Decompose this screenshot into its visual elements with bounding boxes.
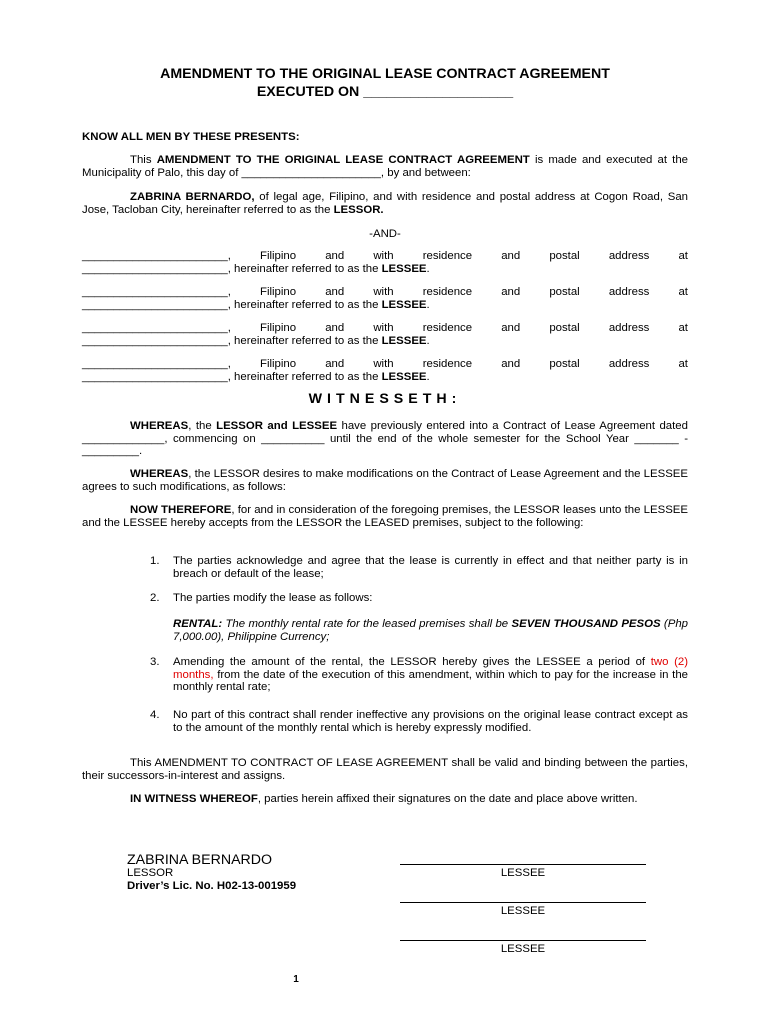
item-2-number: 2. (150, 592, 160, 604)
lessor-name: ZABRINA BERNARDO, (130, 191, 255, 203)
lessee-entry-word: with (373, 286, 394, 298)
lessee-role: LESSEE (381, 334, 427, 347)
lessee-signature-label-3: LESSEE (500, 943, 546, 955)
lessee-entry-word: and (325, 250, 345, 262)
lessee-entry-end: . (426, 298, 430, 311)
lessee-entry-word: address (608, 358, 650, 370)
whereas-text: , the LESSOR desires to make modifications on the Contract of Lease Agreement and the LESSEE agrees to such modifications, as follows: (82, 468, 688, 493)
whereas-text-rest: have previously entered into a Contract of Lease Agreement dated _____________, commencing on __________ until the end of the whole semester for the School Year _______ - _________. (82, 420, 688, 458)
lessee-referred-text: , hereinafter referred to as the (227, 262, 382, 275)
lessee-address-blank: _______________________ (82, 298, 228, 311)
whereas-bold: WHEREAS (130, 468, 189, 480)
lessee-entry (82, 322, 688, 347)
parties-bold: LESSOR and LESSEE (216, 420, 338, 432)
lessee-referred-text: , hereinafter referred to as the (227, 334, 382, 347)
lessor-role: LESSOR. (333, 203, 384, 216)
lessee-entry-line-2 (82, 263, 688, 276)
lessee-entry-word: postal (549, 250, 580, 262)
lessee-entry-word: Filipino (259, 358, 297, 370)
lessee-entry-word: with (373, 250, 394, 262)
item-3-post: from the date of the execution of this amendment, within which to pay for the increase in the monthly rental rate; (173, 668, 688, 694)
lessee-address-blank: _______________________ (82, 370, 228, 383)
lessee-role: LESSEE (381, 370, 427, 383)
opening-text-pre: This (130, 154, 157, 166)
whereas-paragraph-1 (82, 420, 688, 458)
now-therefore-text: , for and in consideration of the foregoing premises, the LESSOR leases unto the LESSEE and the LESSEE hereby accepts from the LESSOR the LEASED premises, subject to the following: (82, 504, 688, 529)
lessee-entry-word: and (501, 286, 521, 298)
lessee-signature-line-3 (400, 940, 646, 941)
lessee-entry-word: at (678, 286, 688, 298)
lessee-referred-text: , hereinafter referred to as the (227, 298, 382, 311)
rental-label: RENTAL: (173, 618, 223, 630)
lessee-entry-word: postal (549, 358, 580, 370)
lessee-entry (82, 286, 688, 311)
lessee-entry-word: address (608, 286, 650, 298)
rental-rest: (Php 7,000.00), Philippine Currency; (173, 618, 688, 643)
document-title-line2: EXECUTED ON ___________________ (256, 84, 514, 100)
lessee-entry-word: with (373, 358, 394, 370)
item-4-number: 4. (150, 709, 160, 721)
lessee-entry-word: at (678, 250, 688, 262)
lessee-entry (82, 358, 688, 383)
lessee-entry-word: address (608, 250, 650, 262)
lessee-entry-word: residence (422, 286, 473, 298)
lessee-entry-word: residence (422, 250, 473, 262)
validity-paragraph: This AMENDMENT TO CONTRACT OF LEASE AGREEMENT shall be valid and binding between the parties, their successors-in-interest and assigns. (82, 757, 688, 782)
lessee-signature-line-1 (400, 864, 646, 865)
document-title-line1: AMENDMENT TO THE ORIGINAL LEASE CONTRACT AGREEMENT (160, 66, 610, 82)
now-therefore-paragraph (82, 504, 688, 529)
item-3-highlight: two (2) months, (173, 656, 689, 681)
lessee-entry-word: at (678, 358, 688, 370)
lessee-name-blank: _______________________, (82, 358, 231, 370)
lessee-entry-word: postal (549, 286, 580, 298)
lessee-entry-word: and (501, 358, 521, 370)
lessee-entry-end: . (426, 334, 430, 347)
lessee-referred-text: , hereinafter referred to as the (227, 370, 382, 383)
lessee-entry-word: address (608, 322, 650, 334)
lessee-entry-word: and (501, 322, 521, 334)
item-1-text: The parties acknowledge and agree that the lease is currently in effect and that neither party is in breach or default of the lease; (173, 555, 688, 580)
item-4-text: No part of this contract shall render ineffective any provisions on the original lease contract except as to the amount of the monthly rental which is hereby expressly modified. (173, 709, 688, 734)
lessor-license: Driver’s Lic. No. H02-13-001959 (127, 880, 297, 892)
lessee-entry-word: with (373, 322, 394, 334)
whereas-text: , the (188, 420, 217, 432)
lessee-entry-word: Filipino (259, 250, 297, 262)
whereas-paragraph-2 (82, 468, 688, 493)
lessee-name-blank: _______________________, (82, 322, 231, 334)
lessee-entry-word: and (325, 286, 345, 298)
lessee-entry-word: at (678, 322, 688, 334)
lessee-signature-label-1: LESSEE (500, 867, 546, 879)
item-2-text: The parties modify the lease as follows: (173, 592, 373, 604)
lessee-entry-line-1 (82, 358, 688, 371)
lessee-entry-end: . (426, 262, 430, 275)
item-1-number: 1. (150, 555, 160, 567)
lessee-entry-word: and (325, 358, 345, 370)
witnesseth-heading: WITNESSETH: (308, 391, 462, 407)
lessee-name-blank: _______________________, (82, 250, 231, 262)
lessee-name-blank: _______________________, (82, 286, 231, 298)
lessee-entry-word: residence (422, 358, 473, 370)
lessor-details: of legal age, Filipino, and with residence and postal address at Cogon Road, San Jose, Tacloban City, hereinafter referred to as the (82, 191, 688, 216)
opening-text-post: is made and executed at the Municipality of Palo, this day of ______________________, by and between: (82, 154, 689, 179)
lessee-role: LESSEE (381, 262, 427, 275)
now-therefore-bold: NOW THEREFORE (130, 504, 232, 516)
lessee-entry-end: . (426, 370, 430, 383)
lessee-address-blank: _______________________ (82, 334, 228, 347)
lessee-entry-line-2 (82, 335, 688, 348)
in-witness-paragraph (82, 793, 688, 806)
lessee-role: LESSEE (381, 298, 427, 311)
item-3-pre: Amending the amount of the rental, the LESSOR hereby gives the LESSEE a period of (173, 656, 651, 668)
lessor-paragraph (82, 191, 688, 216)
lessee-entry (82, 250, 688, 275)
lessee-signature-label-2: LESSEE (500, 905, 546, 917)
in-witness-bold: IN WITNESS WHEREOF (130, 793, 258, 805)
rental-text: The monthly rental rate for the leased premises shall be (222, 618, 512, 630)
page-number: 1 (293, 974, 299, 985)
lessee-address-blank: _______________________ (82, 262, 228, 275)
lessee-entry-line-2 (82, 371, 688, 384)
lessee-entry-line-2 (82, 299, 688, 312)
lessee-entry-line-1 (82, 322, 688, 335)
item-3-text (173, 656, 688, 694)
lessee-entry-line-1 (82, 250, 688, 263)
lessee-entry-word: residence (422, 322, 473, 334)
rental-amount: SEVEN THOUSAND PESOS (511, 618, 661, 630)
lessee-entry-word: postal (549, 322, 580, 334)
rental-clause (173, 618, 688, 643)
preamble: KNOW ALL MEN BY THESE PRESENTS: (82, 131, 300, 143)
whereas-bold: WHEREAS (130, 420, 189, 432)
opening-paragraph (82, 154, 688, 179)
lessor-signature-role: LESSOR (127, 867, 174, 879)
lessee-entry-word: Filipino (259, 322, 297, 334)
lessee-entry-word: Filipino (259, 286, 297, 298)
item-3-number: 3. (150, 656, 160, 668)
lessee-entry-line-1 (82, 286, 688, 299)
in-witness-text: , parties herein affixed their signatures on the date and place above written. (257, 793, 638, 805)
lessee-entry-word: and (325, 322, 345, 334)
and-separator: -AND- (369, 228, 401, 240)
lessee-signature-line-2 (400, 902, 646, 903)
lessor-signature-name: ZABRINA BERNARDO (127, 852, 273, 868)
opening-bold-title: AMENDMENT TO THE ORIGINAL LEASE CONTRACT AGREEMENT (156, 154, 530, 166)
lessee-entry-word: and (501, 250, 521, 262)
